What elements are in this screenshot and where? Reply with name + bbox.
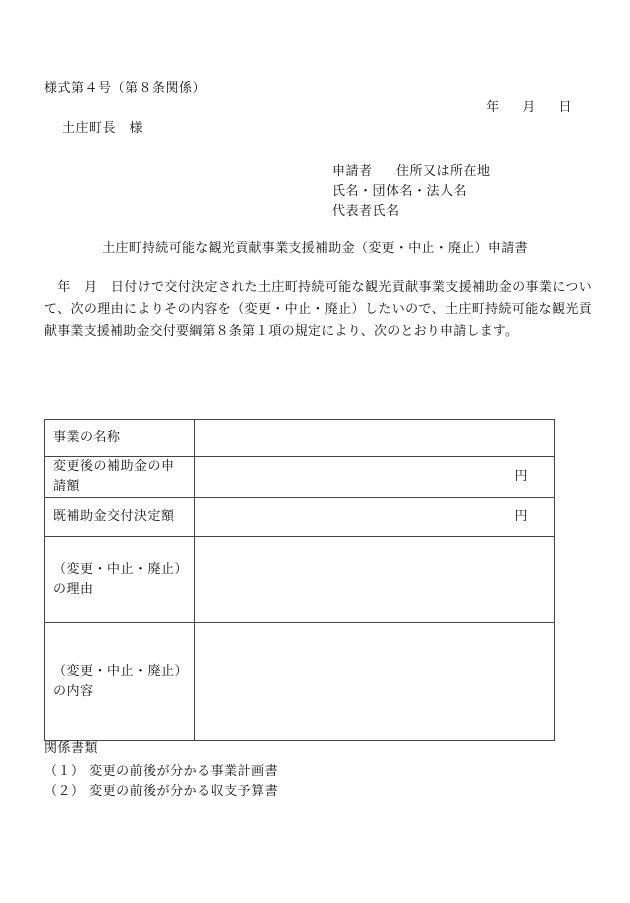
body-text: 年 月 日付けで交付決定された土庄町持続可能な観光貢献事業支援補助金の事業について、次の理由によりその内容を（変更・中止・廃止）したいので、土庄町持続可能な観光貢献事業支援補助金交付要綱第８条第１項の規定により、次のとおり申請します。 [44,280,592,339]
reason-label: （変更・中止・廃止）の理由 [45,537,195,623]
table-row [45,420,555,457]
applicant-rep-row [332,202,491,222]
application-table [44,419,555,741]
table-row [45,498,555,537]
decided-amount-field[interactable]: 円 [195,498,555,537]
changed-amount-field[interactable]: 円 [195,457,555,498]
content-field[interactable] [195,623,555,741]
list-item: （１） 変更の前後が分かる事業計画書 [44,764,279,779]
related-documents-list [44,762,278,802]
table-row [45,457,555,498]
representative-label: 代表者氏名 [332,204,400,219]
applicant-block [332,162,491,222]
applicant-name-row [332,182,491,202]
addressee: 土庄町長 様 [62,121,144,136]
list-item: （２） 変更の前後が分かる収支予算書 [44,784,279,799]
project-name-field[interactable] [195,420,555,457]
applicant-label: 申請者 [332,164,373,179]
decided-amount-label: 既補助金交付決定額 [45,498,195,537]
date-line: 年 月 日 [486,100,572,115]
document-title: 土庄町持続可能な観光貢献事業支援補助金（変更・中止・廃止）申請書 [102,241,528,256]
address-label: 住所又は所在地 [396,164,491,179]
table-row [45,623,555,741]
table-row [45,537,555,623]
changed-amount-label: 変更後の補助金の申請額 [45,457,195,498]
project-name-label: 事業の名称 [45,420,195,457]
name-label: 氏名・団体名・法人名 [332,184,468,199]
content-label: （変更・中止・廃止）の内容 [45,623,195,741]
reason-field[interactable] [195,537,555,623]
related-documents-title: 関係書類 [44,741,99,756]
applicant-address-row [332,162,491,182]
form-number: 様式第４号（第８条関係） [44,81,207,96]
